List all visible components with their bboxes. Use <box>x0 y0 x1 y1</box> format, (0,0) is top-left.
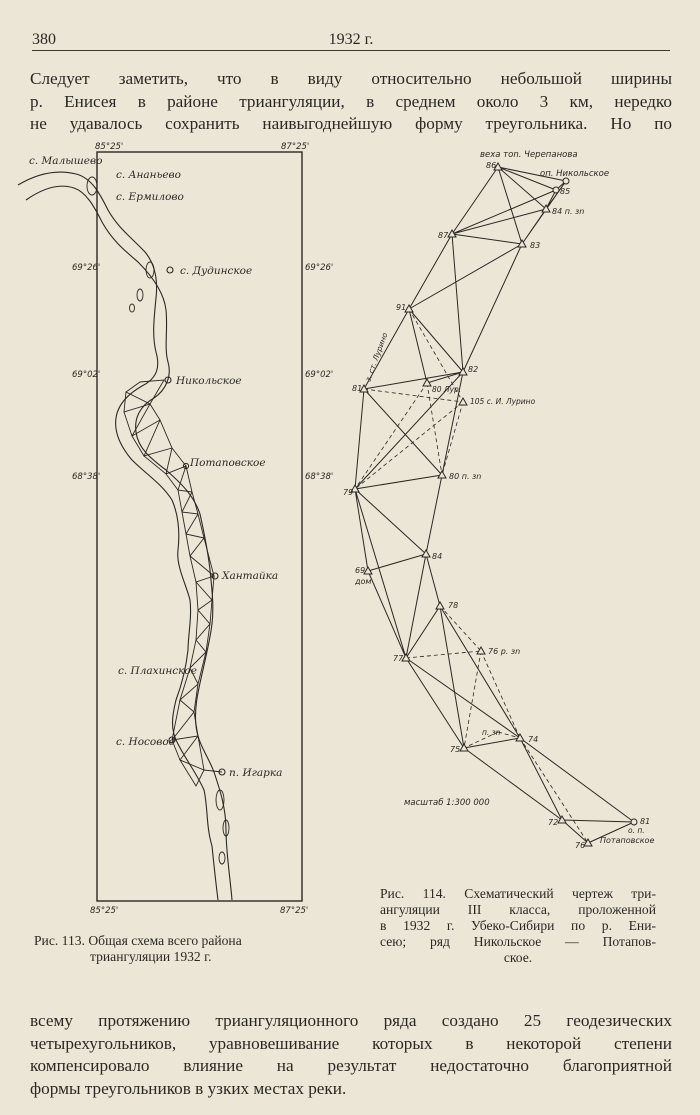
station-72 <box>558 816 566 823</box>
island <box>87 177 97 195</box>
label-vekha: веха тоn. Черепанова <box>480 150 578 160</box>
place-plakhinskoe: с. Плахинское <box>118 665 197 677</box>
label-91: 91 <box>396 303 407 312</box>
label-76: 76 р. зn <box>488 647 521 656</box>
caption-line: в 1932 г. Убеко-Сибири по р. Ени- <box>380 918 656 933</box>
station-markers <box>351 163 592 846</box>
label-80lur: 80 Лур. <box>432 385 462 394</box>
lon-bottom-left: 85°25' <box>90 906 119 916</box>
label-81: 81 <box>352 384 363 393</box>
caption-line: ское. <box>503 950 533 965</box>
lat2-left: 69°02' <box>72 370 101 380</box>
page-number: 380 <box>32 31 56 48</box>
label-81b: 81 <box>640 817 651 826</box>
label-87: 87 <box>438 231 449 240</box>
paragraph-bottom <box>30 1010 672 1100</box>
place-dudinskoe: с. Дудинское <box>180 265 253 277</box>
label-83: 83 <box>530 241 541 250</box>
label-dom: дом <box>355 577 372 586</box>
lat3-right: 68°38' <box>305 472 334 482</box>
label-84: 84 п. зn <box>552 207 585 216</box>
fig114-scheme <box>343 150 654 850</box>
lat1-left: 69°26' <box>72 263 101 273</box>
lat2-right: 69°02' <box>305 370 334 380</box>
label-86: 86 <box>486 161 497 170</box>
place-potapovskoe: Потаповское <box>190 457 266 469</box>
caption-line: ангуляции III класса, проложенной <box>380 902 656 917</box>
label-80: 80 п. зn <box>449 472 482 481</box>
label-84b: 84 <box>432 552 443 561</box>
label-75: 75 <box>450 745 461 754</box>
label-78: 78 <box>448 601 459 610</box>
text-line: компенсировало влияние на результат недостаточно благоприятной <box>30 1056 672 1075</box>
label-nikolskoe-point: оп. Никольское <box>540 169 610 179</box>
river-west-bank <box>18 172 218 900</box>
place-ananevo: с. Ананьево <box>116 169 181 181</box>
caption-line: триангуляции 1932 г. <box>90 949 212 964</box>
text-line: четырехугольников, уравновешивание которых в некоторой степени <box>30 1033 672 1053</box>
label-85: 85 <box>560 187 571 196</box>
label-77: 77 <box>393 654 404 663</box>
place-ermilovo: с. Ермилово <box>116 191 184 203</box>
station-dudinskoe <box>167 267 173 273</box>
river-east-bank <box>26 186 232 900</box>
station-potapovskoe-point <box>631 819 637 825</box>
text-line: р. Енисея в районе триангуляции, в среднем около 3 км, нередко <box>30 91 672 111</box>
text-line: формы треугольников в узких местах реки. <box>30 1078 347 1098</box>
island <box>137 289 143 301</box>
label-lurino: з. ст. Лурино <box>363 331 390 383</box>
fig113-map <box>18 142 333 916</box>
lon-bottom-right: 87°25' <box>280 906 309 916</box>
station-85 <box>553 187 559 193</box>
fig114-caption <box>380 886 656 966</box>
station-74 <box>516 734 524 741</box>
caption-line: Рис. 113. Общая схема всего района <box>34 933 242 948</box>
place-nikolskoe: Никольское <box>176 375 242 387</box>
text-line: всему протяжению триангуляционного ряда создано 25 геодезических <box>30 1011 672 1030</box>
lat3-left: 68°38' <box>72 472 101 482</box>
text-line: не удавалось сохранить наивыгоднейшую форму треугольника. Но по <box>30 114 672 133</box>
place-nosovoe: с. Носовое <box>116 736 175 748</box>
running-head: 1932 г. <box>328 31 374 48</box>
triangulation-solid-lines <box>355 167 634 843</box>
place-malyshevo: с. Малышево <box>29 155 103 167</box>
label-82: 82 <box>468 365 479 374</box>
label-105: 105 с. И. Лурино <box>470 397 536 406</box>
place-khantayka: Хантайка <box>222 570 279 582</box>
fig113-caption <box>34 933 324 965</box>
caption-line: сею; ряд Никольское — Потапов- <box>380 934 656 949</box>
label-74: 74 <box>528 735 539 744</box>
station-105 <box>459 398 467 405</box>
caption-line: Рис. 114. Схематический чертеж три- <box>380 886 656 901</box>
text-line: Следует заметить, что в виду относительно небольшой ширины <box>30 69 672 88</box>
station-78 <box>436 602 444 609</box>
lat1-right: 69°26' <box>305 263 334 273</box>
label-72: 72 <box>548 818 559 827</box>
lon-top-left: 85°25' <box>95 142 124 152</box>
station-91 <box>405 305 413 312</box>
place-igarka: п. Игарка <box>229 767 283 779</box>
label-potapovskoe: Потаповское <box>600 836 655 845</box>
label-pzn: п. зn <box>482 728 501 737</box>
label-scale: масштаб 1:300 000 <box>404 798 490 808</box>
label-69: 69 <box>355 566 366 575</box>
label-79: 79 <box>343 488 354 497</box>
label-76b: 76 <box>575 841 586 850</box>
label-op: о. п. <box>628 826 645 835</box>
lon-top-right: 87°25' <box>281 142 310 152</box>
island <box>130 304 135 312</box>
island <box>219 852 225 864</box>
